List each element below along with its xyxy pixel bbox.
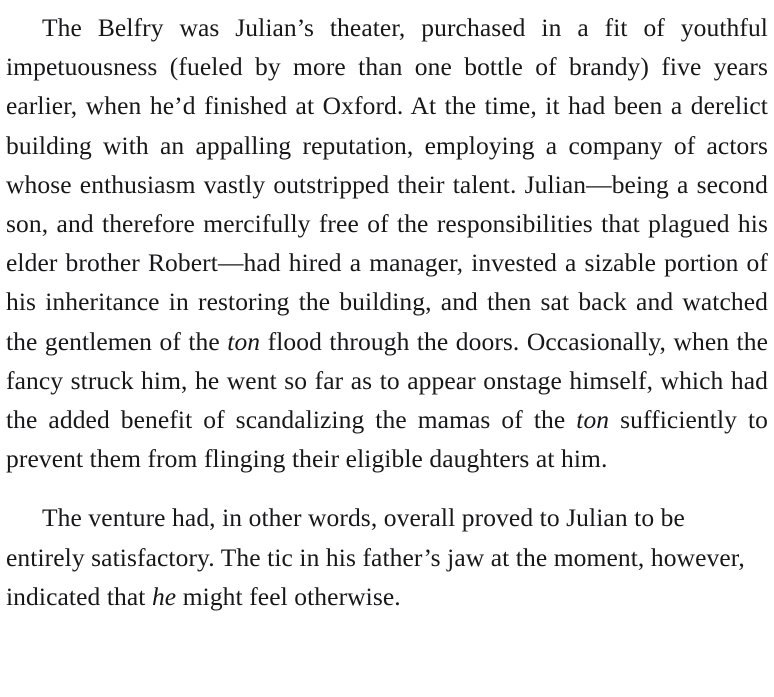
body-text-column [6,8,768,616]
italic-run: ton [227,326,261,356]
paragraph-1: The Belfry was Julian’s theater, purchased in a fit of youthful impetuousness (fueled by more than one bottle of brandy) five years earlier, when he’d finished at Oxford. At the time, it had been a derelict building with an appalling reputation, employing a company of actors whose enthusiasm vastly outstripped their talent. Julian—being a second son, and therefore mercifully free of the responsibilities that plagued his elder brother Robert—had hired a manager, invested a sizable portion of his inheritance in restoring the building, and then sat back and watched the gentlemen of the ton flood through the doors. Occasionally, when the fancy struck him, he went so far as to appear onstage himself, which had the added benefit of scandalizing the mamas of the ton sufficiently to prevent them from flinging their eligible daughters at him. [6,13,769,474]
paragraph-2: The venture had, in other words, overall proved to Julian to be entirely satisfactory. The tic in his father’s jaw at the moment, however, indicated that he might feel otherwise. [6,503,745,611]
italic-run: he [151,581,177,611]
italic-run: ton [576,405,610,435]
